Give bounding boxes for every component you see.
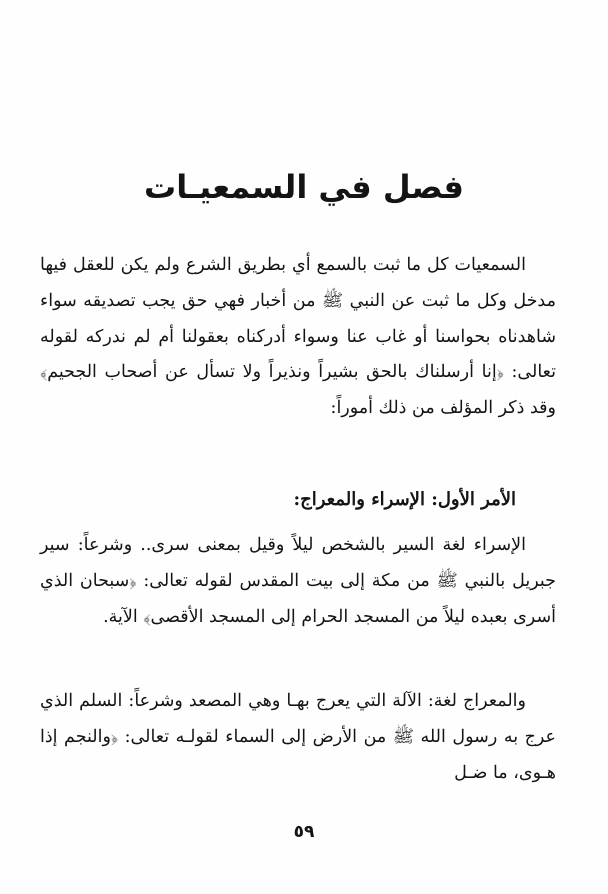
page-number: ٥٩ — [293, 822, 315, 842]
intro-paragraph: السمعيات كل ما ثبت بالسمع أي بطريق الشرع ولم يكن للعقل فيها مدخل وكل ما ثبت عن النبي ﷺ من أخبار فهي حق يجب تصديقه سواء شاهدناه بحواسنا أو غاب عنا وسواء أدركناه بعقولنا أم لم ندركه لقوله تعالى: ﴿إنا أرسلناك بالحق بشيراً ونذيراً ولا تسأل عن أصحاب الجحيم﴾ وقد ذكر المؤلف من ذلك أموراً: — [40, 255, 556, 419]
miraj-paragraph: والمعراج لغة: الآلة التي يعرج بهـا وهي المصعد وشرعاً: السلم الذي عرج به رسول الله ﷺ من الأرض إلى السماء لقولـه تعالى: ﴿والنجم إذا هـوى، ما ضـل — [40, 691, 556, 783]
section-heading: الأمر الأول: الإسراء والمعراج: — [293, 489, 516, 510]
chapter-title: فصل في السمعيـات — [144, 168, 464, 206]
isra-paragraph: الإسراء لغة السير بالشخص ليلاً وقيل بمعنى سرى.. وشرعاً: سير جبريل بالنبي ﷺ من مكة إلى بيت المقدس لقوله تعالى: ﴿سبحان الذي أسرى بعبده ليلاً من المسجد الحرام إلى المسجد الأقصى﴾ الآية. — [40, 535, 556, 627]
